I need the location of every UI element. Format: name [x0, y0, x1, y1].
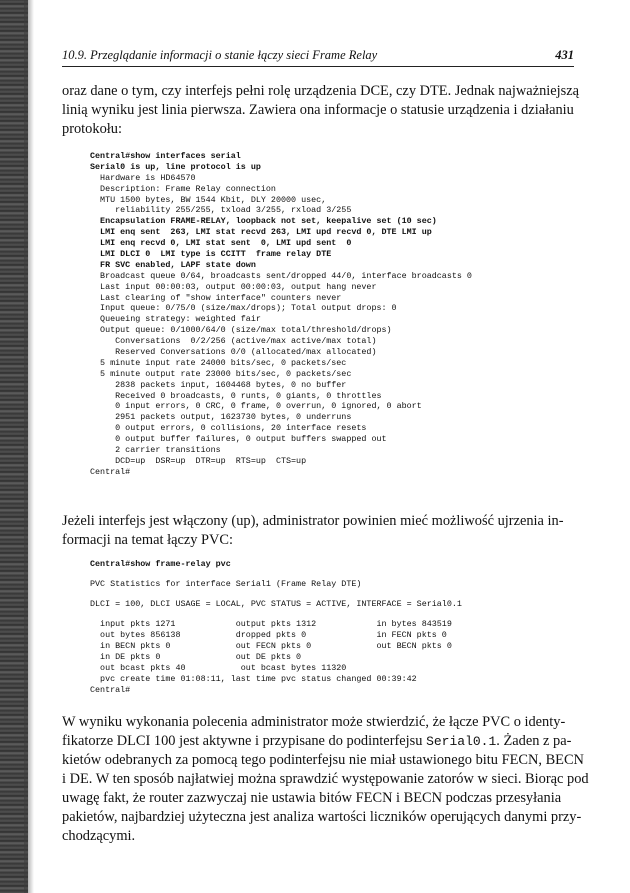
code-line: Reserved Conversations 0/0 (allocated/max allocated): [90, 347, 377, 358]
code-line: Description: Frame Relay connection: [90, 183, 276, 194]
code-line: Conversations 0/2/256 (active/max active/max total): [90, 336, 377, 347]
code-line: reliability 255/255, txload 3/255, rxload 3/255: [90, 205, 352, 216]
final-line: kietów odebranych za pomocą tego podinterfejsu nie miał ustawionego bitu FECN, BECN: [62, 752, 584, 768]
code-line: DLCI = 100, DLCI USAGE = LOCAL, PVC STATUS = ACTIVE, INTERFACE = Serial0.1: [90, 599, 462, 609]
intro-line: linią wyniku jest linia pierwsza. Zawiera ona informacje o statusie urządzenia i działaniu: [62, 102, 574, 118]
page-number: 431: [555, 48, 574, 62]
final-line: uwagę fakt, że router zazwyczaj nie ustawia bitów FECN i BECN podczas przesyłania: [62, 790, 562, 806]
spine-edge-gradient: [24, 0, 34, 893]
final-paragraph: [62, 713, 589, 846]
code-line: Last clearing of "show interface" counters never: [90, 292, 342, 303]
code-line: MTU 1500 bytes, BW 1544 Kbit, DLY 20000 usec,: [90, 194, 327, 205]
final-line-with-code: [62, 732, 574, 751]
code-line: FR SVC enabled, LAPF state down: [90, 259, 256, 270]
intro-line: oraz dane o tym, czy interfejs pełni rolę urządzenia DCE, czy DTE. Jednak najważniejszą: [62, 83, 580, 99]
header-rule: [62, 66, 574, 67]
intro-line: protokołu:: [62, 121, 122, 137]
code-line: 2951 packets output, 1623730 bytes, 0 underruns: [90, 412, 352, 423]
code-line: Input queue: 0/75/0 (size/max/drops); Total output drops: 0: [90, 303, 397, 314]
code-line: PVC Statistics for interface Serial1 (Frame Relay DTE): [90, 579, 362, 589]
code-spacer: [90, 610, 590, 619]
final-line: W wyniku wykonania polecenia administrator może stwierdzić, że łącze PVC o identy-: [62, 714, 566, 730]
code-block-show-pvc: [90, 559, 590, 696]
code-line: out bcast pkts 40 out bcast bytes 11320: [90, 663, 347, 673]
code-line: 0 input errors, 0 CRC, 0 frame, 0 overrun, 0 ignored, 0 abort: [90, 401, 422, 412]
code-line: 0 output errors, 0 collisions, 20 interface resets: [90, 423, 367, 434]
code-line: Received 0 broadcasts, 0 runts, 0 giants, 0 throttles: [90, 390, 382, 401]
code-line: Queueing strategy: weighted fair: [90, 314, 261, 325]
code-line: 5 minute output rate 23000 bits/sec, 0 packets/sec: [90, 368, 352, 379]
running-header: [62, 48, 574, 63]
code-spacer: [90, 570, 590, 579]
code-line: Hardware is HD64570: [90, 172, 196, 183]
code-line: Central#: [90, 685, 131, 695]
final-text: . Żaden z pa-: [496, 733, 572, 749]
code-line: Central#show interfaces serial: [90, 151, 241, 161]
middle-line: Jeżeli interfejs jest włączony (up), administrator powinien mieć możliwość ujrzenia in-: [62, 513, 564, 529]
intro-paragraph: [62, 82, 580, 139]
code-line: Central#show frame-relay pvc: [90, 559, 231, 569]
code-line: LMI DLCI 0 LMI type is CCITT frame relay DTE: [90, 249, 332, 260]
code-line: LMI enq recvd 0, LMI stat sent 0, LMI upd sent 0: [90, 238, 352, 249]
code-line: Central#: [90, 466, 131, 477]
section-title: 10.9. Przeglądanie informacji o stanie łączy sieci Frame Relay: [62, 48, 378, 62]
code-line: 0 output buffer failures, 0 output buffers swapped out: [90, 434, 387, 445]
final-line: pakietów, najbardziej użyteczna jest analiza wartości liczników operujących danymi przy-: [62, 809, 582, 825]
code-line: Broadcast queue 0/64, broadcasts sent/dropped 44/0, interface broadcasts 0: [90, 270, 472, 281]
final-line: i DE. W ten sposób najłatwiej można sprawdzić występowanie zatorów w sieci. Biorąc pod: [62, 771, 589, 787]
code-line: 2838 packets input, 1604468 bytes, 0 no buffer: [90, 379, 347, 390]
code-line: Serial0 is up, line protocol is up: [90, 161, 261, 172]
code-line: Last input 00:00:03, output 00:00:03, output hang never: [90, 281, 377, 292]
code-line: 5 minute input rate 24000 bits/sec, 0 packets/sec: [90, 357, 347, 368]
final-text: fikatorze DLCI 100 jest aktywne i przypisane do podinterfejsu: [62, 733, 427, 749]
code-line: Encapsulation FRAME-RELAY, loopback not set, keepalive set (10 sec): [90, 216, 437, 227]
code-line: LMI enq sent 263, LMI stat recvd 263, LMI upd recvd 0, DTE LMI up: [90, 227, 432, 238]
code-block-show-interfaces: [90, 151, 590, 478]
inline-code-interface: Serial0.1: [426, 734, 497, 749]
code-line: 2 carrier transitions: [90, 445, 221, 456]
middle-line: formacji na temat łączy PVC:: [62, 532, 234, 548]
code-line: in DE pkts 0 out DE pkts 0: [90, 652, 302, 662]
code-line: Output queue: 0/1000/64/0 (size/max total/threshold/drops): [90, 325, 392, 336]
code-line: out bytes 856138 dropped pkts 0 in FECN pkts 0: [90, 630, 447, 640]
code-line: input pkts 1271 output pkts 1312 in bytes 843519: [90, 619, 452, 629]
code-line: DCD=up DSR=up DTR=up RTS=up CTS=up: [90, 455, 307, 466]
code-spacer: [90, 590, 590, 599]
code-line: pvc create time 01:08:11, last time pvc status changed 00:39:42: [90, 674, 417, 684]
code-line: in BECN pkts 0 out FECN pkts 0 out BECN pkts 0: [90, 641, 452, 651]
final-line: chodzącymi.: [62, 828, 136, 844]
middle-paragraph: [62, 512, 574, 550]
